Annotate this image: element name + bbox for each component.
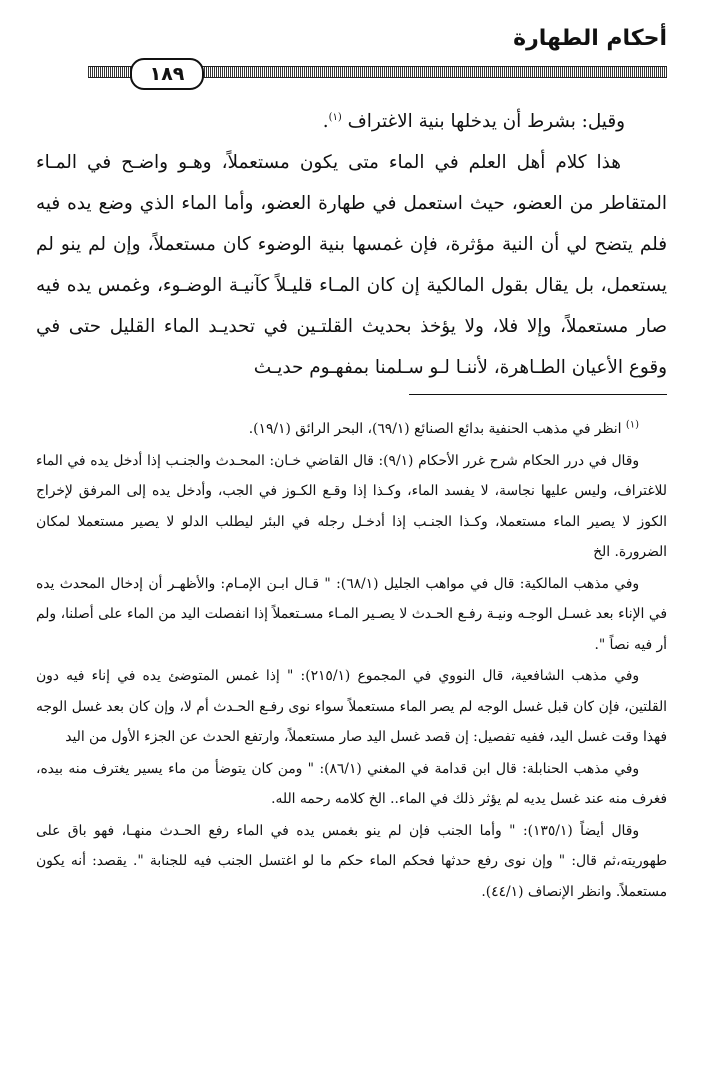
page-number: ١٨٩ <box>130 58 204 90</box>
footnote-1 <box>36 414 667 445</box>
running-title: أحكام الطهارة <box>513 26 667 51</box>
main-paragraph: هذا كلام أهل العلم في الماء متى يكون مستعملاً، وهـو واضـح في المـاء المتقاطر من العضو، حيث استعمل في طهارة العضو، وأما الماء الذي وضع يده فيه فلم يتضح لي أن النية مؤثرة، فإن غمسها بنية الوضوء كان مستعملاً، وإن لم ينو لم يستعمل، بل يقال بقول المالكية إن كان المـاء قليـلاً كآنيـة الوضـوء، وغمس يده فيه صار مستعملاً، وإلا فلا، ولا يؤخذ بحديث القلتـين في تحديـد الماء القليل حتى في وقوع الأعيان الطـاهرة، لأننـا لـو سـلمنا بمفهـوم حديـث <box>36 152 667 378</box>
footnote-hanbali-2: وقال أيضاً (١٣٥/١): " وأما الجنب فإن لم ينو بغمس يده في الماء رفع الحـدث منهـا، فهو باق على طهوريته،ثم قال: " وإن نوى رفع حدثها فحكم الماء حكم ما لو اغتسل الجنب فيه للجنابة ". يقصد: أنه يكون مستعملاً. وانظر الإنصاف (٤٤/١). <box>36 822 667 900</box>
footnote-marker: (١) <box>625 419 639 431</box>
footnote-hanbali: وفي مذهب الحنابلة: قال ابن قدامة في المغني (٨٦/١): " ومن كان يتوضأ من ماء يسير يغترف منه بيده، فغرف منه عند غسل يديه لم يؤثر ذلك في الماء.. الخ كلامه رحمه الله. <box>36 760 667 807</box>
opening-end: . <box>322 111 329 132</box>
footnotes <box>36 414 667 908</box>
main-text <box>36 101 667 388</box>
footnote-maliki: وفي مذهب المالكية: قال في مواهب الجليل (٦٨/١): " قـال ابـن الإمـام: والأظهـر أن إدخال المحدث يده في الإناء بعد غسـل الوجـه ونيـة رفـع الحـدث لا يصـير المـاء مسـتعملاً إذا انفصلت اليد من الماء على أصلنا، ولم أر فيه نصاً ". <box>36 575 667 653</box>
footnote-shafii: وفي مذهب الشافعية، قال النووي في المجموع (٢١٥/١): " إذا غمس المتوضئ يده في إناء فيه دون القلتين، فإن كان قبل غسل الوجه لم يصر الماء مستعملاً سواء نوى رفـع الحـدث أم لا، وإن كان بعد غسل الوجه فهذا وقت غسل اليد، ففيه تفصيل: إن قصد غسل اليد صار مستعملاً، وارتفع الحدث عن الجزء الأول من اليد <box>36 668 667 745</box>
footnote-reference: (١) <box>328 111 342 123</box>
footnote-hanafi-detail: وقال في درر الحكام شرح غرر الأحكام (٩/١): قال القاضي خـان: المحـدث والجنـب إذا أدخل يده في الماء للاغتراف، وليس عليها نجاسة، لا يفسد الماء، وكـذا إذا وقـع الكـوز في الجب، وأدخل يده إلى المرفق لإخراج الكوز لا يصير الماء مستعملا، وكـذا الجنـب إذا أدخـل رجله في البئر ليطلب الدلو لا يصير مستعملا لمكان الضرورة. الخ <box>36 452 667 560</box>
opening-text: وقيل: بشرط أن يدخلها بنية الاغتراف <box>347 111 625 132</box>
footnote-1-text: انظر في مذهب الحنفية بدائع الصنائع (٦٩/١)، البحر الرائق (١٩/١). <box>248 421 622 437</box>
footnote-separator <box>409 394 667 395</box>
opening-paragraph <box>36 101 667 142</box>
